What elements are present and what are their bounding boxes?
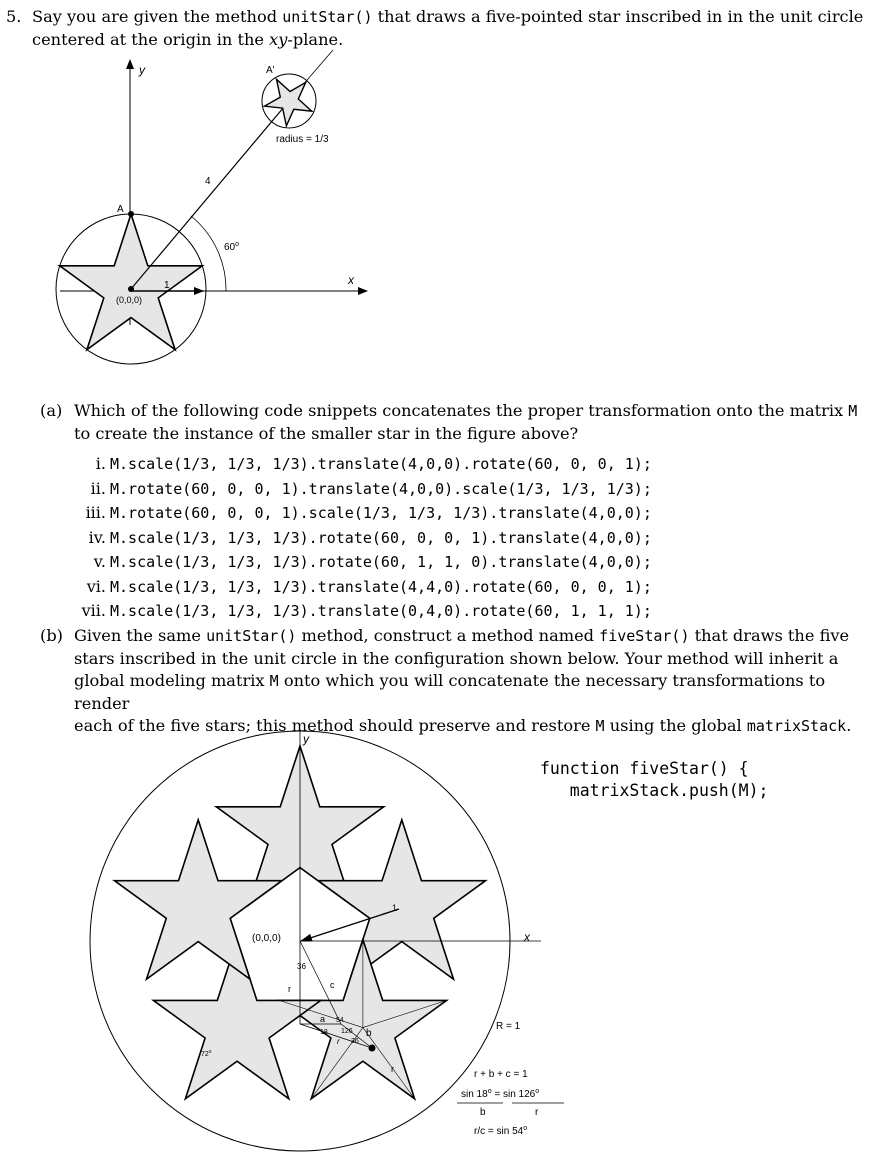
big-r-label: R = 1: [496, 1021, 521, 1032]
option-code: M.rotate(60, 0, 0, 1).translate(4,0,0).scale(1/3, 1/3, 1/3);: [110, 479, 652, 498]
x-label: x: [348, 273, 354, 287]
angle-18: 18: [320, 1029, 328, 1036]
problem-number: 5.: [6, 7, 22, 26]
option-num: vi.: [86, 576, 106, 596]
c-label: c: [330, 980, 335, 990]
option-num: vii.: [81, 601, 106, 620]
equation-3: r/c = sin 54$^o$: [474, 1125, 528, 1137]
option-code: M.scale(1/3, 1/3, 1/3).rotate(60, 1, 1, 0).translate(4,0,0);: [110, 553, 652, 571]
option-code: M.scale(1/3, 1/3, 1/3).translate(4,4,0).rotate(60, 0, 0, 1);: [110, 577, 652, 596]
option-code: M.rotate(60, 0, 0, 1).scale(1/3, 1/3, 1/3).translate(4,0,0);: [110, 504, 652, 522]
part-b-text: method, construct a method named: [296, 626, 600, 645]
code-line: matrixStack.push(M);: [540, 781, 769, 800]
option-num: i.: [95, 454, 106, 473]
intro-line2: centered at the origin in the: [32, 29, 270, 49]
part-b-text: that draws the five: [689, 626, 850, 645]
intro-text-cont: that draws a five-pointed star inscribed in in the unit circle: [372, 7, 864, 26]
code-line: function fiveStar() {: [540, 759, 749, 778]
method-name: unitStar(): [206, 627, 297, 645]
part-a-question-l2: to create the instance of the smaller star in the figure above?: [74, 423, 579, 443]
intro-line2-end: -plane.: [287, 29, 344, 49]
part-b-text: .: [846, 716, 852, 735]
distance-label: 4: [205, 176, 211, 187]
part-b-text: Given the same: [74, 626, 207, 645]
option-num: iv.: [88, 527, 106, 547]
part-b-text: stars inscribed in the unit circle in the configuration shown below. Your method will inherit a: [74, 648, 839, 668]
a-prime-label: A': [266, 65, 275, 76]
equation-2: $\sin 18^o = \sin 126^o$: [461, 1088, 540, 1100]
angle-54: 54: [336, 1017, 344, 1024]
angle-36: 36: [297, 962, 306, 971]
r-label-2: r: [337, 1037, 340, 1046]
matrix-m: M: [269, 672, 279, 690]
part-a-label: (a): [40, 401, 63, 420]
plane-name: xy: [269, 29, 288, 49]
method-name: unitStar(): [282, 8, 373, 26]
part-b-label: (b): [40, 626, 63, 645]
b-label: b: [366, 1028, 372, 1039]
origin-label: (0,0,0): [252, 933, 281, 944]
eq2-denominator-b: b: [480, 1107, 486, 1118]
matrix-m: M: [595, 717, 605, 735]
angle-126: 126: [341, 1028, 353, 1035]
y-label: y: [139, 63, 145, 77]
option-code: M.scale(1/3, 1/3, 1/3).rotate(60, 0, 0, 1).translate(4,0,0);: [110, 528, 652, 547]
star-center-dot: [369, 1045, 376, 1052]
function-name: fiveStar(): [599, 627, 690, 645]
star-shape: [115, 820, 282, 979]
matrix-stack: matrixStack: [746, 717, 847, 735]
part-a-question: Which of the following code snippets concatenates the proper transformation onto the matrix: [74, 401, 849, 420]
origin-label: (0,0,0): [116, 295, 143, 305]
r-label: r: [288, 984, 291, 994]
eq2-denominator-r: r: [535, 1107, 539, 1118]
option-num: iii.: [85, 503, 106, 522]
a-label: a: [320, 1014, 326, 1024]
option-code: M.scale(1/3, 1/3, 1/3).translate(0,4,0).rotate(60, 1, 1, 1);: [110, 602, 652, 620]
unit-label: 1: [392, 903, 398, 913]
radius-note: radius = 1/3: [276, 134, 329, 145]
part-b-text: each of the five stars; this method should preserve and restore: [74, 716, 596, 735]
angle-36-b: 36: [351, 1038, 359, 1045]
matrix-m: M: [848, 402, 858, 420]
part-b-text: global modeling matrix: [74, 671, 270, 690]
angle-72: 72$^o$: [201, 1049, 212, 1058]
part-b-text: using the global: [604, 716, 747, 735]
option-num: ii.: [90, 478, 106, 498]
angle-label: 60$^o$: [224, 241, 240, 253]
a-label: A: [117, 204, 124, 215]
option-code: M.scale(1/3, 1/3, 1/3).translate(4,0,0).rotate(60, 0, 0, 1);: [110, 455, 652, 473]
y-label: y: [303, 732, 309, 746]
x-label: x: [524, 930, 530, 944]
star-shape: [318, 820, 485, 979]
intro-text: Say you are given the method: [32, 7, 283, 26]
unit-label: 1: [164, 280, 170, 291]
option-num: v.: [93, 552, 106, 571]
equation-1: r + b + c = 1: [474, 1069, 528, 1080]
part-b-text: onto which you will concatenate the necessary transformations to render: [74, 671, 826, 713]
r-label-3: r: [391, 1064, 394, 1074]
